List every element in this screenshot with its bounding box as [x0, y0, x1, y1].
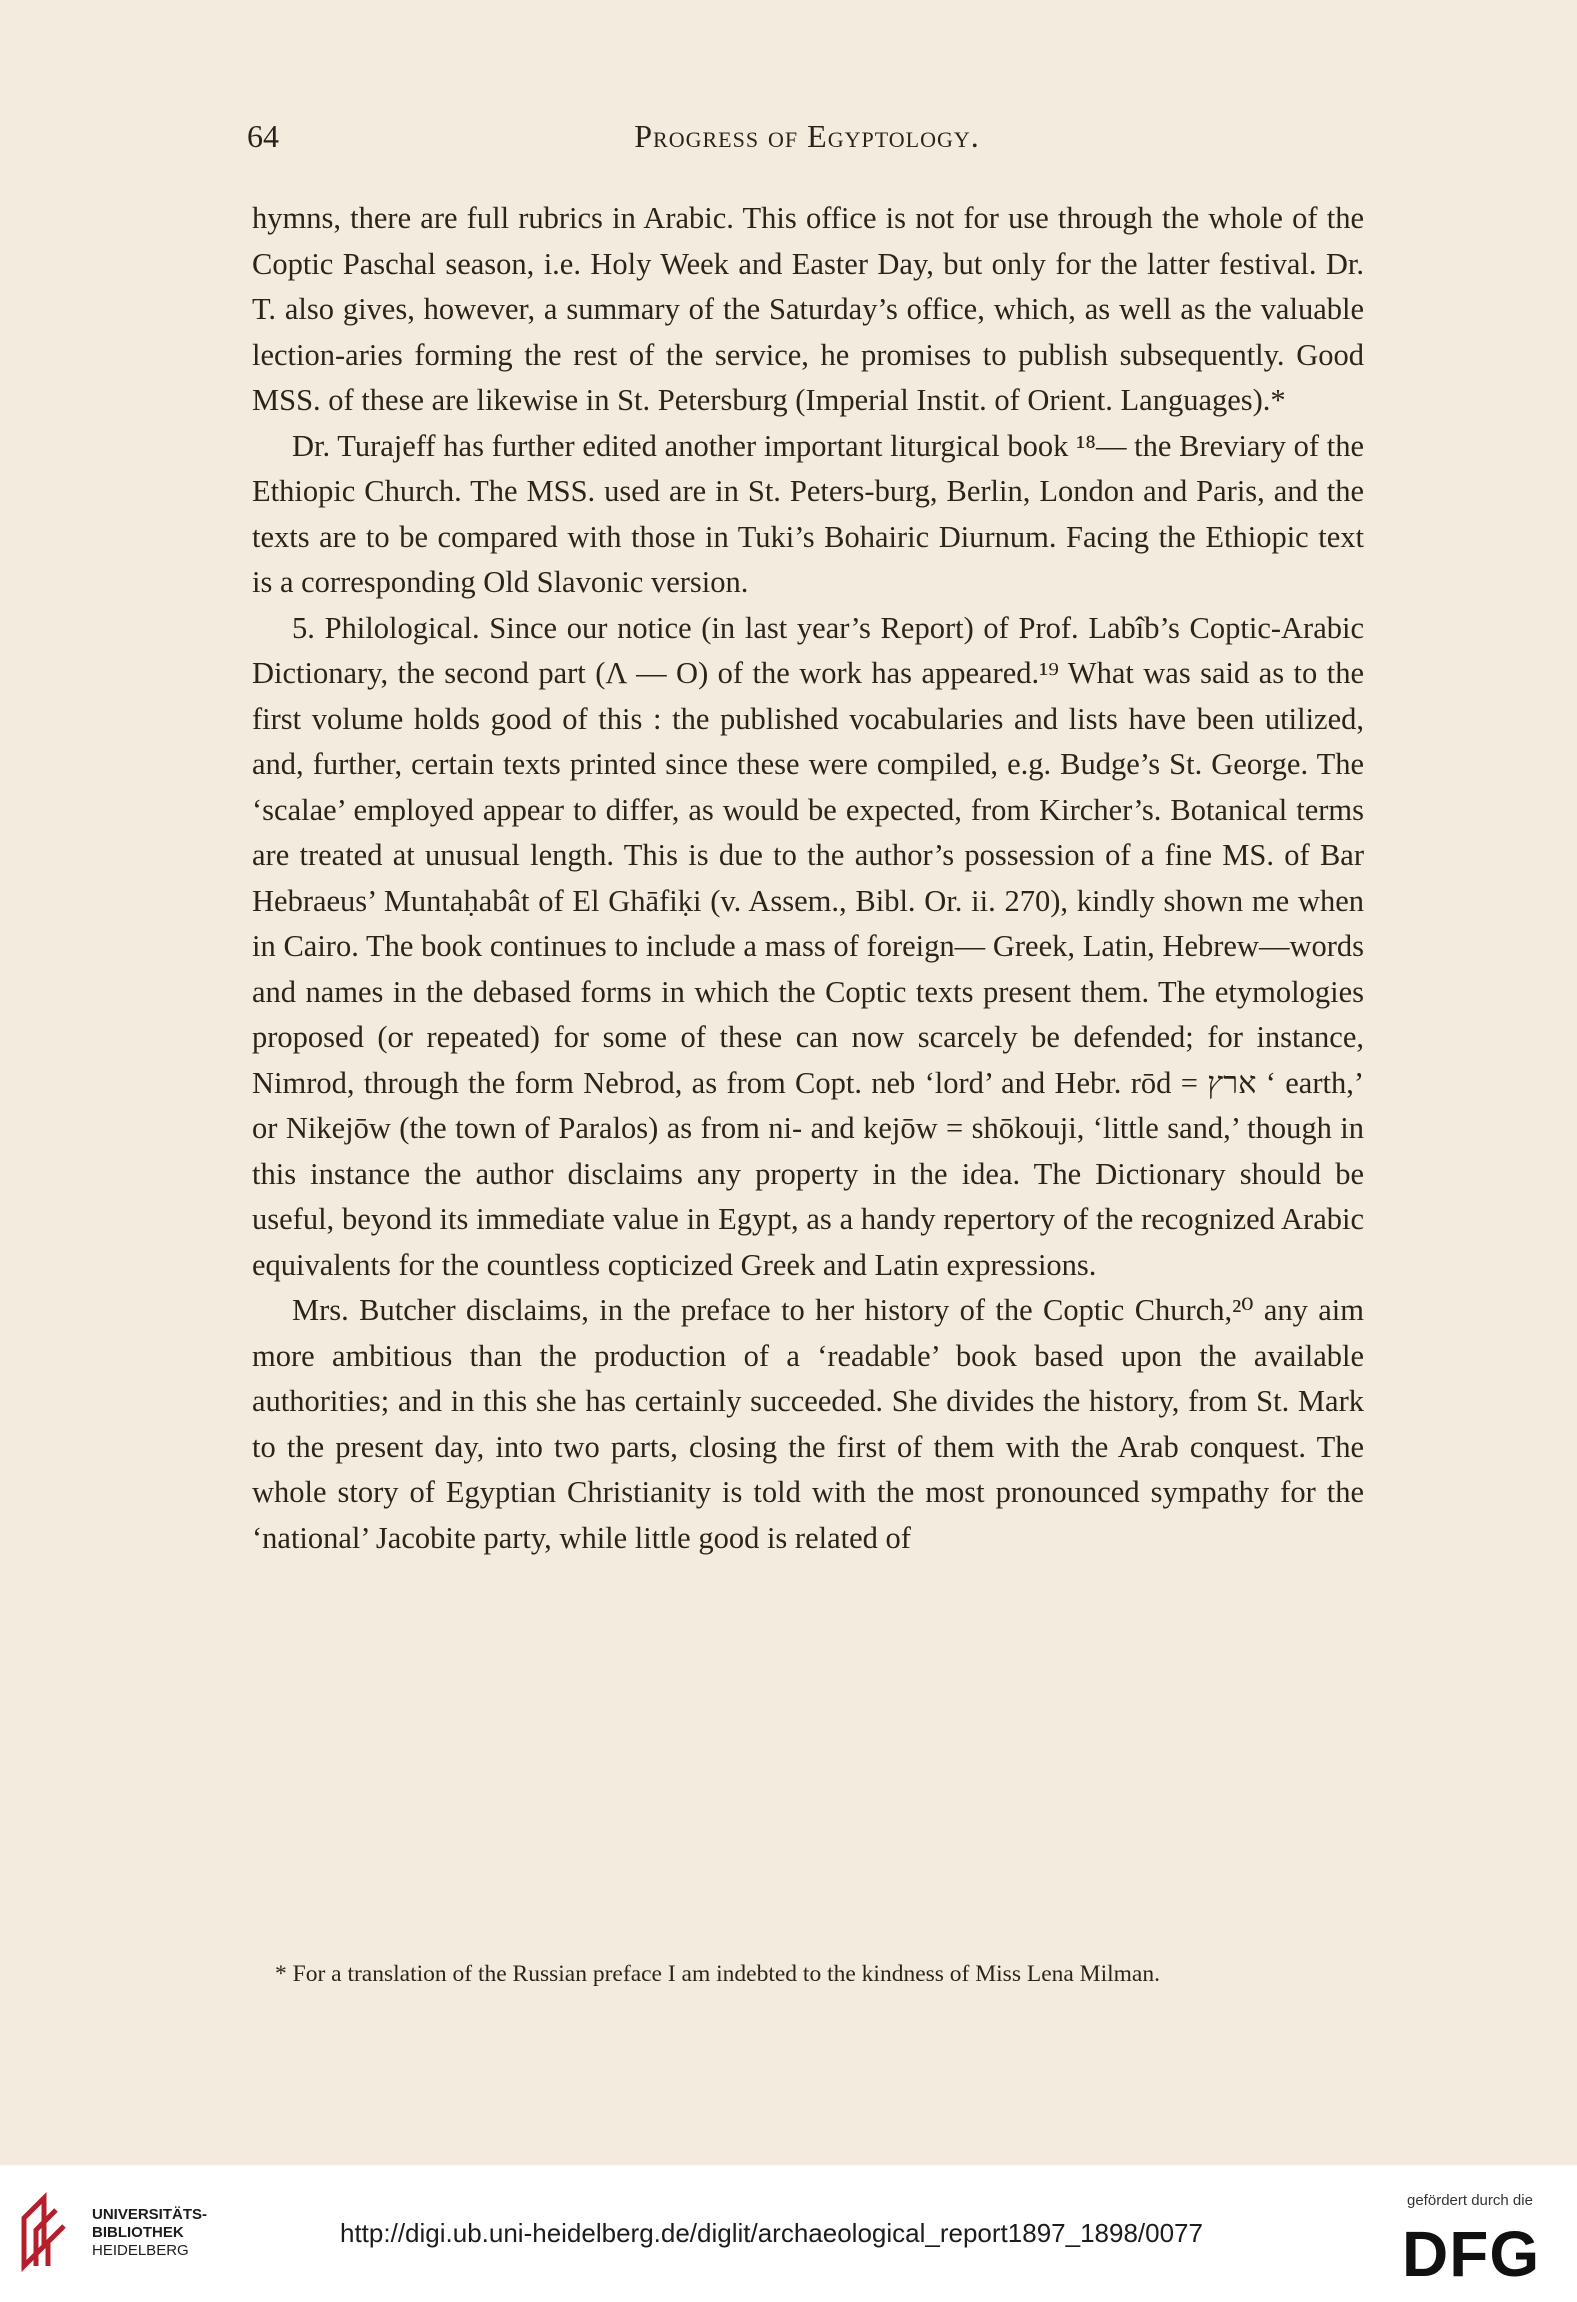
library-name-line: UNIVERSITÄTS-	[92, 2206, 208, 2223]
footnote-text: * For a translation of the Russian preface I am indebted to the kindness of Miss Lena Milman.	[275, 1961, 1160, 1987]
body-text	[252, 196, 1364, 1561]
footnote	[247, 1958, 1364, 1990]
paragraph: Mrs. Butcher disclaims, in the preface to her history of the Coptic Church,²⁰ any aim more ambitious than the production of a ‘readable’ book based upon the available authorities; and in this she has certainly succeeded. She divides the history, from St. Mark to the present day, into two parts, closing the first of them with the Arab conquest. The whole story of Egyptian Christianity is told with the most pronounced sympathy for the ‘national’ Jacobite party, while little good is related of	[252, 1293, 1364, 1555]
library-logo-icon	[18, 2188, 68, 2272]
running-title: Progress of Egyptology.	[634, 118, 980, 154]
paragraph: hymns, there are full rubrics in Arabic. This office is not for use through the whole of the Coptic Paschal season, i.e. Holy Week and Easter Day, but only for the latter festival. Dr. T. also gives, however, a summary of the Saturday’s office, which, as well as the valuable lection-aries forming the rest of the service, he promises to publish subsequently. Good MSS. of these are likewise in St. Petersburg (Imperial Instit. of Orient. Languages).*	[252, 201, 1364, 417]
paragraph: Dr. Turajeff has further edited another important liturgical book ¹⁸— the Breviary of the Ethiopic Church. The MSS. used are in St. Peters-burg, Berlin, London and Paris, and the texts are to be compared with those in Tuki’s Bohairic Diurnum. Facing the Ethiopic text is a corresponding Old Slavonic version.	[252, 428, 1364, 599]
dfg-logo: DFG	[1402, 2218, 1541, 2290]
permalink-url[interactable]: http://digi.ub.uni-heidelberg.de/diglit/archaeological_report1897_1898/0077	[340, 2218, 1203, 2248]
library-name	[92, 2206, 207, 2260]
funded-by-label: gefördert durch die	[1407, 2192, 1533, 2209]
paragraph: 5. Philological. Since our notice (in last year’s Report) of Prof. Labîb’s Coptic-Arabic Dictionary, the second part (Λ — O) of the work has appeared.¹⁹ What was said as to the first volume holds good of this : the published vocabularies and lists have been utilized, and, further, certain texts printed since these were compiled, e.g. Budge’s St. George. The ‘scalae’ employed appear to differ, as would be expected, from Kircher’s. Botanical terms are treated at unusual length. This is due to the author’s possession of a fine MS. of Bar Hebraeus’ Muntaḥabât of El Ghāfiḳi (v. Assem., Bibl. Or. ii. 270), kindly shown me when in Cairo. The book continues to include a mass of foreign— Greek, Latin, Hebrew—words and names in the debased forms in which the Coptic texts present them. The etymologies proposed (or repeated) for some of these can now scarcely be defended; for instance, Nimrod, through the form Nebrod, as from Copt. neb ‘lord’ and Hebr. rōd = ארץ ‘ earth,’ or Nikejōw (the town of Paralos) as from ni- and kejōw = shōkouji, ‘little sand,’ though in this instance the author disclaims any property in the idea. The Dictionary should be useful, beyond its immediate value in Egypt, as a handy repertory of the recognized Arabic equivalents for the countless copticized Greek and Latin expressions.	[252, 610, 1364, 1282]
library-name-line: HEIDELBERG	[92, 2242, 189, 2259]
library-name-line: BIBLIOTHEK	[92, 2224, 184, 2241]
page-header	[247, 118, 1367, 168]
page-number: 64	[247, 118, 279, 154]
